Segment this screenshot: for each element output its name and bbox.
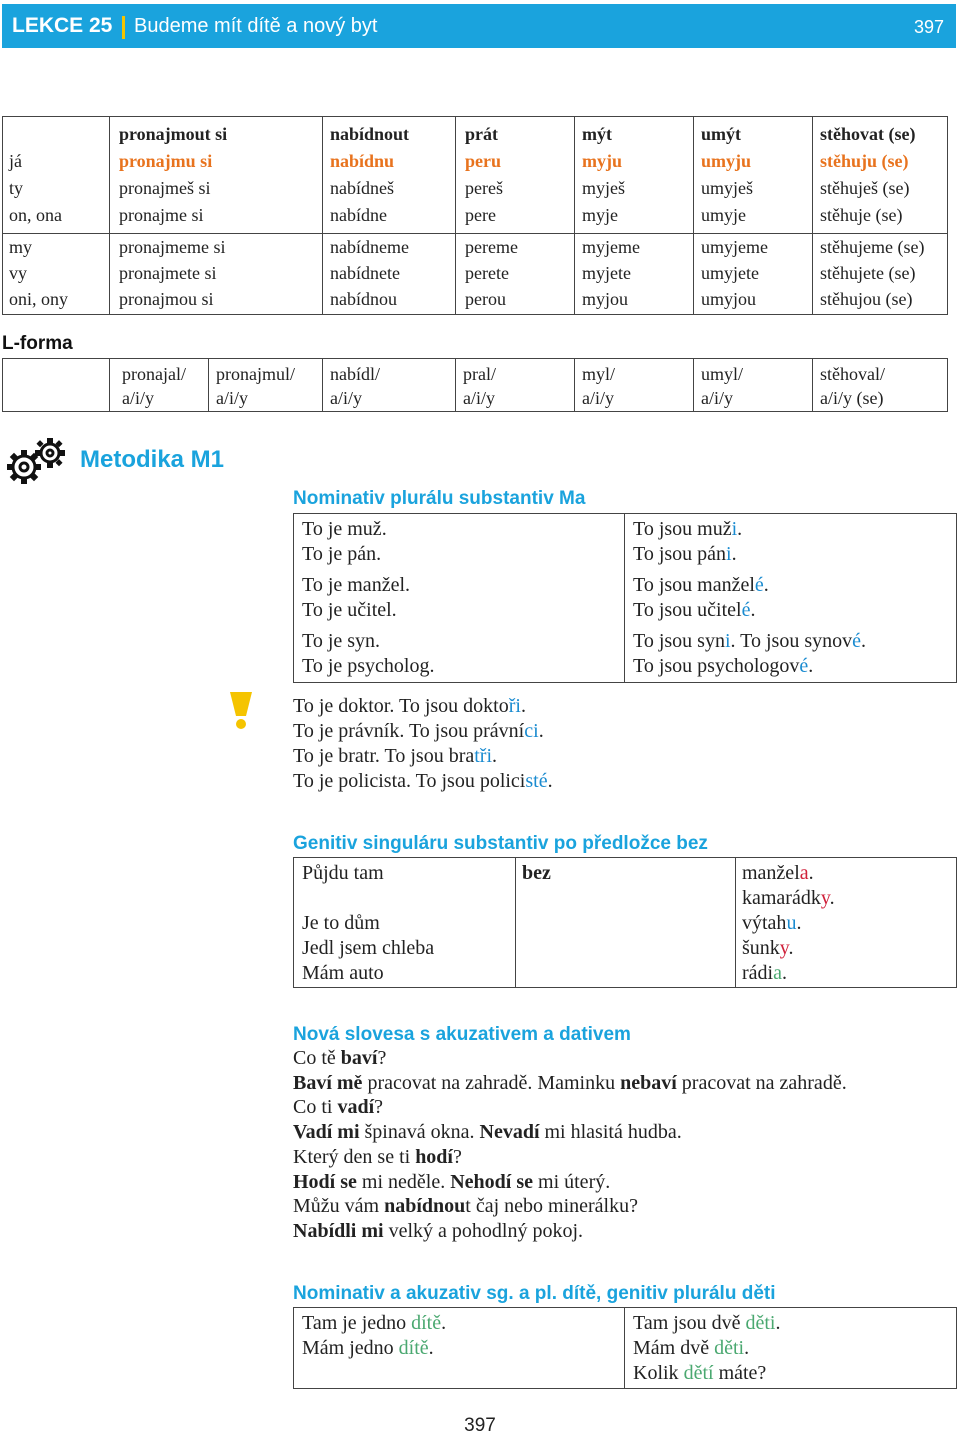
text-segment: To je syn. — [302, 630, 381, 652]
header-bar — [2, 4, 956, 48]
text-segment: . To jsou synov — [730, 630, 853, 652]
verb-plural-nabidnout — [323, 234, 455, 314]
text-segment: kamarádk — [742, 887, 821, 909]
text-segment: . — [520, 695, 526, 717]
verb-form: perete — [465, 263, 509, 283]
text-segment: To je muž. — [302, 518, 387, 540]
verb-form: nabídneš — [330, 178, 394, 198]
verb-infinitive: mýt — [582, 124, 612, 144]
text-segment: děti — [714, 1337, 745, 1359]
column-divider — [515, 858, 516, 987]
text-segment: dítě — [398, 1337, 429, 1359]
lforma-text: a/i/y — [122, 388, 154, 408]
text-segment: a — [799, 862, 809, 884]
text-segment: . — [750, 599, 756, 621]
text-segment: šunk — [742, 937, 780, 959]
slovesa-line — [293, 1071, 847, 1096]
verb-form: myjou — [582, 289, 629, 309]
nominativ-plural — [633, 629, 866, 654]
text-segment: To je učitel. — [302, 599, 397, 621]
dite-right — [633, 1361, 766, 1386]
text-segment: To je manžel. — [302, 574, 410, 596]
text-segment: mi neděle. — [356, 1170, 451, 1193]
header-page-number: 397 — [913, 17, 944, 37]
verb-infinitive: stěhovat (se) — [820, 124, 916, 144]
slovesa-line — [293, 1095, 383, 1120]
genitiv-phrase — [302, 936, 434, 961]
text-segment: Mám jedno — [302, 1337, 399, 1359]
text-segment: . — [744, 1337, 750, 1359]
dite-left — [302, 1311, 446, 1336]
lforma-cell — [110, 359, 208, 411]
lforma-cell — [813, 359, 947, 411]
nominativ-singular — [302, 629, 380, 654]
verb-form: umyju — [701, 151, 752, 171]
column-divider — [624, 514, 625, 682]
text-segment: baví — [340, 1047, 378, 1069]
lforma-text: stěhoval/ — [820, 364, 885, 384]
lforma-label: L-forma — [2, 333, 73, 354]
verb-form: myjete — [582, 263, 631, 283]
nominativ-singular — [302, 654, 434, 679]
verb-column-prat — [456, 117, 574, 233]
verb-infinitive: nabídnout — [330, 124, 410, 144]
text-segment: Hodí se — [293, 1170, 357, 1193]
text-segment: . — [861, 630, 866, 652]
text-segment: i — [731, 518, 738, 540]
verb-form: umyjeme — [701, 237, 768, 257]
text-segment: špinavá okna. — [359, 1121, 480, 1144]
pronoun: oni, ony — [9, 289, 69, 309]
text-segment: . — [796, 912, 802, 934]
text-segment: Mám dvě — [633, 1337, 715, 1359]
nominativ-table — [293, 513, 957, 683]
lforma-text: umyl/ — [701, 364, 744, 384]
lforma-text: a/i/y — [701, 388, 733, 408]
text-segment: nebaví — [620, 1071, 677, 1094]
text-segment: bez — [522, 862, 551, 884]
text-segment: To je bratr. To jsou bra — [293, 745, 475, 767]
verb-column-stehovat — [813, 117, 947, 233]
dite-left — [302, 1336, 434, 1361]
text-segment: ci — [524, 720, 539, 742]
pronoun: my — [9, 237, 33, 257]
text-segment: i — [726, 543, 732, 565]
text-segment: máte? — [713, 1362, 767, 1384]
nominativ-singular — [302, 598, 397, 623]
lforma-text: a/i/y — [330, 388, 362, 408]
text-segment: . — [808, 655, 814, 677]
text-segment: Baví mě — [293, 1071, 363, 1094]
text-segment: To je právník. To jsou právní — [293, 720, 525, 742]
text-segment: To je policista. To jsou polici — [293, 770, 526, 792]
lforma-cell — [456, 359, 574, 411]
verb-plural-prat — [456, 234, 574, 314]
gears-icon — [4, 433, 70, 491]
text-segment: . — [775, 1312, 781, 1334]
text-segment: é — [852, 630, 861, 652]
verb-column-nabidnout — [323, 117, 455, 233]
footer-page-number: 397 — [464, 1415, 496, 1436]
verb-form: myjeme — [582, 237, 640, 257]
pronoun: vy — [9, 263, 27, 283]
lforma-text: nabídl/ — [330, 364, 380, 384]
slovesa-line — [293, 1046, 386, 1071]
lforma-text: a/i/y — [216, 388, 248, 408]
text-segment: Nevadí — [479, 1121, 540, 1144]
pronoun: já — [9, 151, 22, 171]
verb-form: myju — [582, 151, 622, 171]
text-segment: . — [538, 720, 544, 742]
nominativ-plural — [633, 517, 742, 542]
verb-form: stěhujete (se) — [820, 263, 916, 283]
text-segment: Co ti — [293, 1096, 338, 1119]
verb-form: stěhuje (se) — [820, 205, 903, 225]
nominativ-plural — [633, 654, 813, 679]
nominativ-plural — [633, 598, 755, 623]
text-segment: é — [754, 574, 764, 596]
text-segment: Tam je jedno — [302, 1312, 412, 1334]
text-segment: dítě — [411, 1312, 442, 1334]
verb-column-myt — [575, 117, 693, 233]
lforma-text: pronajmul/ — [216, 364, 295, 384]
lforma-text: myl/ — [582, 364, 616, 384]
text-segment: . — [808, 862, 814, 884]
header-separator — [122, 16, 125, 39]
text-segment: tři — [474, 745, 493, 767]
verb-form: nabídneme — [330, 237, 409, 257]
text-segment: výtah — [742, 912, 787, 934]
text-segment: rádi — [742, 962, 774, 984]
text-segment: To jsou muž — [633, 518, 732, 540]
text-segment: . — [829, 887, 835, 909]
text-segment: . — [788, 937, 794, 959]
conjugation-table — [2, 116, 948, 315]
text-segment: . — [428, 1337, 434, 1359]
genitiv-phrase — [302, 911, 380, 936]
lesson-title: Budeme mít dítě a nový byt — [134, 15, 378, 37]
text-segment: To jsou syn — [633, 630, 725, 652]
genitiv-phrase — [302, 861, 384, 886]
text-segment: mi úterý. — [533, 1170, 611, 1193]
text-segment: ? — [453, 1145, 462, 1168]
genitiv-noun — [742, 936, 794, 961]
nominativ-exception — [293, 719, 544, 744]
text-segment: ? — [374, 1096, 384, 1119]
text-segment: Vadí mi — [293, 1121, 360, 1144]
nominativ-singular — [302, 542, 381, 567]
verb-column-pronajmout — [110, 117, 322, 233]
text-segment: To jsou pán — [633, 543, 727, 565]
text-segment: u — [786, 912, 797, 934]
text-segment: . — [781, 962, 787, 984]
verb-form: pronajmou si — [119, 289, 214, 309]
genitiv-noun — [742, 861, 814, 886]
text-segment: . — [441, 1312, 447, 1334]
verb-form: peru — [465, 151, 501, 171]
genitiv-title: Genitiv singuláru substantiv po předložce bez — [293, 833, 708, 854]
verb-form: pereš — [465, 178, 503, 198]
text-segment: y — [779, 937, 789, 959]
verb-form: pronajmeme si — [119, 237, 226, 257]
slovesa-line — [293, 1145, 462, 1170]
verb-form: nabídnete — [330, 263, 400, 283]
verb-infinitive: umýt — [701, 124, 741, 144]
text-segment: To jsou učitel — [633, 599, 742, 621]
verb-form: stěhujeme (se) — [820, 237, 925, 257]
text-segment: . — [763, 574, 769, 596]
nominativ-singular — [302, 517, 387, 542]
genitiv-preposition — [522, 861, 551, 886]
verb-form: pere — [465, 205, 496, 225]
text-segment: t čaj nebo minerálku? — [465, 1195, 638, 1218]
slovesa-title: Nová slovesa s akuzativem a dativem — [293, 1024, 631, 1045]
verb-form: myje — [582, 205, 618, 225]
text-segment: To je doktor. To jsou dokto — [293, 695, 509, 717]
text-segment: manžel — [742, 862, 800, 884]
text-segment: ři — [508, 695, 521, 717]
verb-form: stěhuju (se) — [820, 151, 909, 171]
text-segment: pracovat na zahradě. Maminku — [362, 1071, 621, 1094]
lforma-text: pronajal/ — [122, 364, 186, 384]
text-segment: Můžu vám — [293, 1195, 385, 1218]
nominativ-exception — [293, 769, 553, 794]
slovesa-line — [293, 1219, 583, 1244]
nominativ-plural — [633, 573, 769, 598]
text-segment: pracovat na zahradě. — [676, 1071, 847, 1094]
text-segment: y — [820, 887, 830, 909]
lforma-table — [2, 358, 948, 412]
verb-form: pronajmete si — [119, 263, 217, 283]
verb-form: nabídnu — [330, 151, 395, 171]
text-segment: é — [799, 655, 809, 677]
text-segment: i — [724, 630, 731, 652]
text-segment: mi hlasitá hudba. — [539, 1121, 682, 1144]
verb-plural-stehovat — [813, 234, 947, 314]
dite-right — [633, 1336, 749, 1361]
verb-form: umyješ — [701, 178, 753, 198]
verb-infinitive: pronajmout si — [119, 124, 228, 144]
verb-infinitive: prát — [465, 124, 498, 144]
verb-form: pereme — [465, 237, 518, 257]
text-segment: . — [547, 770, 553, 792]
pronoun: ty — [9, 178, 24, 198]
nominativ-plural — [633, 542, 737, 567]
slovesa-line — [293, 1170, 610, 1195]
text-segment: Kolik — [633, 1362, 684, 1384]
nominativ-singular — [302, 573, 410, 598]
pronoun-column-plural — [3, 234, 109, 314]
dite-right — [633, 1311, 780, 1336]
column-divider — [624, 1308, 625, 1388]
dite-table — [293, 1307, 957, 1389]
text-segment: To jsou manžel — [633, 574, 755, 596]
text-segment: velký a pohodlný pokoj. — [383, 1219, 584, 1242]
genitiv-noun — [742, 886, 835, 911]
exclamation-icon — [224, 690, 258, 730]
nominativ-exception — [293, 744, 497, 769]
pronoun: on, ona — [9, 205, 62, 225]
text-segment: a — [773, 962, 782, 984]
slovesa-line — [293, 1120, 682, 1145]
text-segment: Tam jsou dvě — [633, 1312, 746, 1334]
verb-form: nabídne — [330, 205, 387, 225]
text-segment: sté — [525, 770, 548, 792]
genitiv-phrase — [302, 961, 384, 986]
lforma-cell — [323, 359, 455, 411]
text-segment: Půjdu tam — [302, 862, 384, 884]
verb-plural-pronajmout — [110, 234, 322, 314]
verb-form: nabídnou — [330, 289, 397, 309]
verb-form: pronajmeš si — [119, 178, 211, 198]
slovesa-line — [293, 1194, 638, 1219]
verb-form: umyjou — [701, 289, 757, 309]
text-segment: nabídnou — [384, 1195, 466, 1218]
text-segment: To je pán. — [302, 543, 382, 565]
text-segment: To jsou psychologov — [633, 655, 800, 677]
lforma-empty — [3, 359, 109, 411]
lesson-label: LEKCE 25 — [12, 14, 113, 37]
text-segment: Nabídli mi — [293, 1219, 384, 1242]
genitiv-noun — [742, 911, 801, 936]
verb-form: stěhujou (se) — [820, 289, 913, 309]
lforma-text: a/i/y — [463, 388, 495, 408]
verb-form: perou — [465, 289, 506, 309]
text-segment: Nehodí se — [450, 1170, 534, 1193]
lforma-text: a/i/y — [582, 388, 614, 408]
text-segment: é — [741, 599, 751, 621]
text-segment: Jedl jsem chleba — [302, 937, 435, 959]
text-segment: Který den se ti — [293, 1145, 416, 1168]
verb-form: stěhuješ (se) — [820, 178, 910, 198]
lforma-cell — [209, 359, 322, 411]
lforma-cell — [694, 359, 812, 411]
text-segment: Mám auto — [302, 962, 384, 984]
lforma-text: a/i/y (se) — [820, 388, 884, 408]
nominativ-title: Nominativ plurálu substantiv Ma — [293, 488, 586, 509]
lforma-cell — [575, 359, 693, 411]
text-segment: . — [492, 745, 498, 767]
text-segment: Je to dům — [302, 912, 380, 934]
pronoun-column — [3, 117, 109, 233]
text-segment: hodí — [415, 1145, 453, 1168]
verb-column-umyt — [694, 117, 812, 233]
text-segment: . — [737, 518, 743, 540]
text-segment: . — [731, 543, 737, 565]
column-divider — [735, 858, 736, 987]
verb-form: pronajmu si — [119, 151, 213, 171]
text-segment: děti — [745, 1312, 776, 1334]
metodika-title: Metodika M1 — [80, 446, 225, 473]
lforma-text: pral/ — [463, 364, 496, 384]
text-segment: To je psycholog. — [302, 655, 435, 677]
text-segment: dětí — [683, 1362, 714, 1384]
dite-title: Nominativ a akuzativ sg. a pl. dítě, genitiv plurálu děti — [293, 1283, 776, 1304]
verb-form: pronajme si — [119, 205, 204, 225]
verb-form: umyje — [701, 205, 746, 225]
verb-form: umyjete — [701, 263, 759, 283]
text-segment: ? — [377, 1047, 387, 1069]
verb-plural-myt — [575, 234, 693, 314]
text-segment: Co tě — [293, 1047, 341, 1069]
text-segment: vadí — [337, 1096, 375, 1119]
nominativ-exception — [293, 694, 526, 719]
verb-form: myješ — [582, 178, 625, 198]
genitiv-noun — [742, 961, 787, 986]
genitiv-table — [293, 857, 957, 988]
verb-plural-umyt — [694, 234, 812, 314]
